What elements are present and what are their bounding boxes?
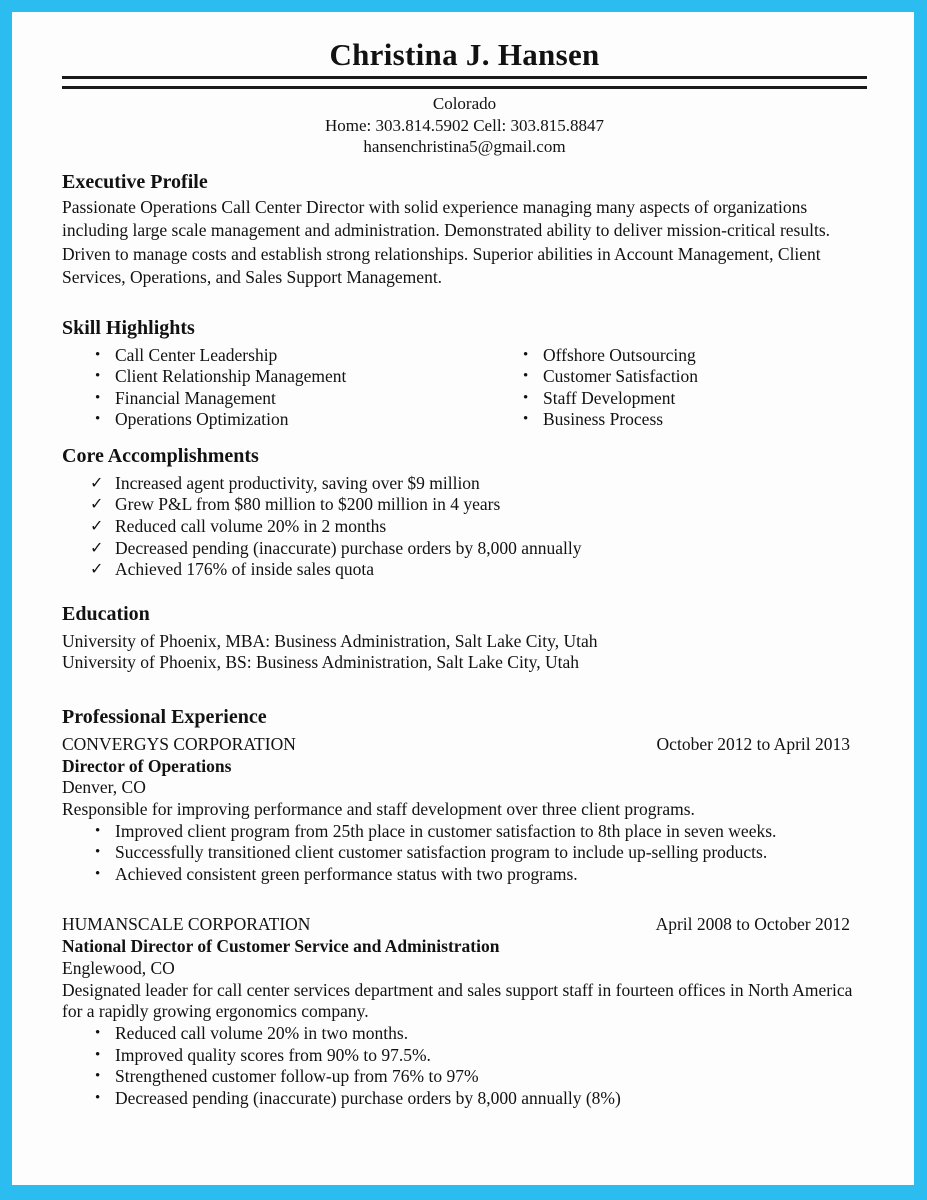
- check-icon: ✓: [90, 539, 104, 557]
- accomplishment-item: [62, 494, 867, 516]
- skill-item: [490, 388, 850, 410]
- job-entry-convergys: [62, 734, 867, 886]
- skill-item: [490, 345, 850, 367]
- job-bullet-text: Achieved consistent green performance status with two programs.: [115, 863, 578, 884]
- accomplishment-item: [62, 538, 867, 560]
- job-bullet-text: Improved quality scores from 90% to 97.5%.: [115, 1044, 431, 1065]
- job-summary: Responsible for improving performance and staff development over three client programs.: [62, 798, 695, 819]
- skill-item: [62, 366, 490, 388]
- bullet-icon: •: [95, 865, 101, 882]
- check-icon: ✓: [90, 474, 104, 492]
- bullet-icon: •: [95, 1046, 101, 1063]
- accomplishment-text: Achieved 176% of inside sales quota: [115, 559, 375, 580]
- job-bullet-item: [62, 1066, 867, 1088]
- header-divider: [62, 76, 867, 89]
- executive-profile-text: Passionate Operations Call Center Director with solid experience managing many aspects of organizations including large scale management and administration. Demonstrated ability to deliver mission-critical results. Driven to manage costs and establish strong relationships. Superior abilities in Account Management, Client Services, Operations, and Sales Support Management.: [62, 196, 831, 287]
- accomplishment-item: [62, 473, 867, 495]
- job-dates: October 2012 to April 2013: [656, 733, 850, 754]
- job-location: Denver, CO: [62, 777, 146, 798]
- skill-label: Client Relationship Management: [115, 366, 347, 387]
- bullet-icon: •: [95, 1068, 101, 1085]
- education-item: University of Phoenix, BS: Business Administration, Salt Lake City, Utah: [62, 652, 580, 673]
- section-heading-executive-profile: Executive Profile: [62, 170, 208, 193]
- skills-columns: [62, 345, 867, 431]
- job-bullet-item: [62, 1023, 867, 1045]
- section-heading-education: Education: [62, 602, 150, 625]
- skill-label: Offshore Outsourcing: [543, 344, 696, 365]
- resume-content: [12, 12, 914, 1109]
- job-title: National Director of Customer Service and Administration: [62, 936, 500, 957]
- bullet-icon: •: [95, 1089, 101, 1106]
- contact-location: Colorado: [432, 94, 497, 113]
- job-location: Englewood, CO: [62, 957, 175, 978]
- education-list: [62, 631, 867, 674]
- section-heading-professional-experience: Professional Experience: [62, 705, 267, 728]
- skill-label: Financial Management: [115, 387, 276, 408]
- skill-label: Business Process: [543, 409, 664, 430]
- core-accomplishments-list: [62, 473, 867, 581]
- bullet-icon: •: [523, 411, 529, 428]
- bullet-icon: •: [95, 844, 101, 861]
- job-bullet-item: [62, 1088, 867, 1110]
- check-icon: ✓: [90, 496, 104, 514]
- contact-block: [62, 93, 867, 158]
- bullet-icon: •: [95, 1024, 101, 1041]
- job-bullet-text: Strengthened customer follow-up from 76% to 97%: [115, 1066, 479, 1087]
- section-heading-skill-highlights: Skill Highlights: [62, 316, 195, 339]
- check-icon: ✓: [90, 518, 104, 536]
- education-item: University of Phoenix, MBA: Business Administration, Salt Lake City, Utah: [62, 630, 598, 651]
- skill-item: [62, 409, 490, 431]
- bullet-icon: •: [523, 346, 529, 363]
- accomplishment-text: Increased agent productivity, saving over $9 million: [115, 472, 480, 493]
- job-bullet-text: Decreased pending (inaccurate) purchase orders by 8,000 annually (8%): [115, 1087, 621, 1108]
- skills-column-right: [490, 345, 850, 431]
- job-title: Director of Operations: [62, 755, 232, 776]
- section-heading-core-accomplishments: Core Accomplishments: [62, 444, 259, 467]
- skill-item: [490, 366, 850, 388]
- job-bullet-text: Reduced call volume 20% in two months.: [115, 1022, 409, 1043]
- check-icon: ✓: [90, 561, 104, 579]
- accomplishment-item: [62, 559, 867, 581]
- job-bullet-item: [62, 864, 867, 886]
- bullet-icon: •: [95, 822, 101, 839]
- accomplishment-item: [62, 516, 867, 538]
- job-bullet-text: Improved client program from 25th place in customer satisfaction to 8th place in seven weeks.: [115, 820, 777, 841]
- job-toprow: [62, 734, 867, 756]
- skill-label: Operations Optimization: [115, 409, 289, 430]
- job-company: CONVERGYS CORPORATION: [62, 733, 296, 754]
- job-toprow: [62, 914, 867, 936]
- skill-item: [62, 388, 490, 410]
- contact-email: hansenchristina5@gmail.com: [363, 137, 566, 156]
- job-summary: Designated leader for call center services department and sales support staff in fourteen offices in North America for a rapidly growing ergonomics company.: [62, 979, 853, 1022]
- bullet-icon: •: [95, 368, 101, 385]
- skill-item: [62, 345, 490, 367]
- job-bullet-text: Successfully transitioned client customer satisfaction program to include up-selling products.: [115, 842, 768, 863]
- accomplishment-text: Reduced call volume 20% in 2 months: [115, 516, 387, 537]
- accomplishment-text: Decreased pending (inaccurate) purchase orders by 8,000 annually: [115, 537, 582, 558]
- job-bullet-item: [62, 842, 867, 864]
- job-bullet-list: [62, 1023, 867, 1109]
- bullet-icon: •: [95, 411, 101, 428]
- skill-item: [490, 409, 850, 431]
- job-dates: April 2008 to October 2012: [655, 914, 850, 935]
- job-company: HUMANSCALE CORPORATION: [62, 914, 311, 935]
- contact-phone: Home: 303.814.5902 Cell: 303.815.8847: [324, 115, 605, 135]
- bullet-icon: •: [523, 368, 529, 385]
- job-bullet-item: [62, 821, 867, 843]
- bullet-icon: •: [523, 389, 529, 406]
- job-bullet-item: [62, 1045, 867, 1067]
- bullet-icon: •: [95, 389, 101, 406]
- job-entry-humanscale: [62, 914, 867, 1109]
- bullet-icon: •: [95, 346, 101, 363]
- accomplishment-text: Grew P&L from $80 million to $200 million in 4 years: [115, 494, 501, 515]
- job-bullet-list: [62, 821, 867, 886]
- skill-label: Staff Development: [543, 387, 676, 408]
- skill-label: Customer Satisfaction: [543, 366, 699, 387]
- candidate-name: Christina J. Hansen: [329, 37, 600, 72]
- skills-column-left: [62, 345, 490, 431]
- skill-label: Call Center Leadership: [115, 344, 278, 365]
